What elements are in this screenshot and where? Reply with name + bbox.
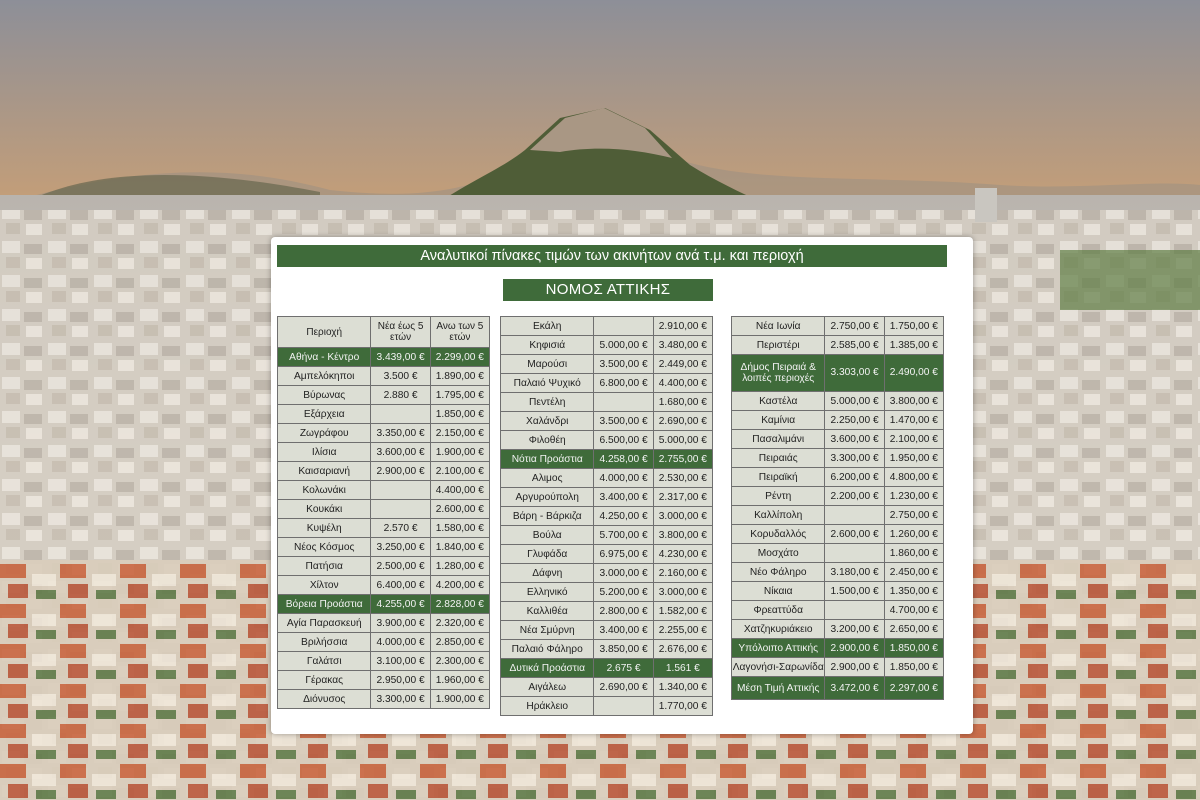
price-new-cell [371,481,430,500]
area-cell: Χαλάνδρι [501,412,594,431]
price-old-cell: 1.950,00 € [884,449,943,468]
price-table-3 [731,316,944,700]
table-row [732,620,944,639]
area-cell: Εξάρχεια [278,405,371,424]
area-cell: Μέση Τιμή Αττικής [732,677,825,700]
table-row [278,424,490,443]
header-new: Νέα έως 5 ετών [371,317,430,348]
table-row [278,500,490,519]
area-cell: Αμπελόκηποι [278,367,371,386]
price-old-cell: 2.320,00 € [430,614,489,633]
area-cell: Κορυδαλλός [732,525,825,544]
price-old-cell: 2.828,00 € [430,595,489,614]
area-cell: Δάφνη [501,564,594,583]
area-cell: Αγία Παρασκευή [278,614,371,633]
table-row [501,355,713,374]
price-new-cell: 3.472,00 € [825,677,884,700]
price-old-cell: 3.000,00 € [653,507,712,526]
area-cell: Καλλίπολη [732,506,825,525]
price-old-cell: 1.260,00 € [884,525,943,544]
price-new-cell: 3.350,00 € [371,424,430,443]
price-old-cell: 4.800,00 € [884,468,943,487]
price-new-cell [594,393,653,412]
price-old-cell: 1.750,00 € [884,317,943,336]
area-cell: Βριλήσσια [278,633,371,652]
price-new-cell: 3.400,00 € [594,621,653,640]
area-cell: Νέα Ιωνία [732,317,825,336]
price-old-cell: 4.400,00 € [653,374,712,393]
price-new-cell: 3.850,00 € [594,640,653,659]
price-new-cell [825,544,884,563]
price-old-cell: 2.255,00 € [653,621,712,640]
area-cell: Χίλτον [278,576,371,595]
price-new-cell: 2.900,00 € [825,639,884,658]
price-old-cell: 2.449,00 € [653,355,712,374]
price-new-cell: 2.585,00 € [825,336,884,355]
area-cell: Βόρεια Προάστια [278,595,371,614]
area-cell: Ελληνικό [501,583,594,602]
area-cell: Αργυρούπολη [501,488,594,507]
area-cell: Καστέλα [732,392,825,411]
price-old-cell: 1.340,00 € [653,678,712,697]
table-row [501,621,713,640]
area-cell: Δυτικά Προάστια [501,659,594,678]
price-old-cell: 1.280,00 € [430,557,489,576]
table-row [501,469,713,488]
table-row [501,545,713,564]
area-cell: Παλαιό Ψυχικό [501,374,594,393]
header-area: Περιοχή [278,317,371,348]
price-old-cell: 3.800,00 € [653,526,712,545]
price-new-cell: 3.000,00 € [594,564,653,583]
price-new-cell: 5.000,00 € [594,336,653,355]
area-cell: Πασαλιμάνι [732,430,825,449]
price-new-cell: 3.200,00 € [825,620,884,639]
table-row [501,564,713,583]
table-row [278,405,490,424]
price-new-cell [594,697,653,716]
area-cell: Πατήσια [278,557,371,576]
table-row-region-total [278,595,490,614]
table-row [732,449,944,468]
price-new-cell: 6.200,00 € [825,468,884,487]
area-cell: Περιστέρι [732,336,825,355]
area-cell: Αθήνα - Κέντρο [278,348,371,367]
table-row [732,487,944,506]
price-old-cell: 2.676,00 € [653,640,712,659]
price-old-cell: 2.300,00 € [430,652,489,671]
price-new-cell: 3.303,00 € [825,355,884,392]
price-old-cell: 1.900,00 € [430,690,489,709]
price-new-cell: 2.800,00 € [594,602,653,621]
price-old-cell: 2.297,00 € [884,677,943,700]
table-row [501,412,713,431]
price-new-cell: 5.700,00 € [594,526,653,545]
price-new-cell: 2.690,00 € [594,678,653,697]
table-row [278,614,490,633]
price-new-cell: 3.180,00 € [825,563,884,582]
price-new-cell: 4.250,00 € [594,507,653,526]
price-new-cell: 5.000,00 € [825,392,884,411]
price-old-cell: 4.700,00 € [884,601,943,620]
price-old-cell: 1.850,00 € [430,405,489,424]
price-new-cell: 2.900,00 € [825,658,884,677]
price-old-cell: 1.900,00 € [430,443,489,462]
price-new-cell: 2.900,00 € [371,462,430,481]
price-old-cell: 2.317,00 € [653,488,712,507]
price-new-cell: 2.570 € [371,519,430,538]
price-old-cell: 1.960,00 € [430,671,489,690]
area-cell: Δήμος Πειραιά & λοιπές περιοχές [732,355,825,392]
price-old-cell: 2.750,00 € [884,506,943,525]
area-cell: Ζωγράφου [278,424,371,443]
area-cell: Υπόλοιπο Αττικής [732,639,825,658]
area-cell: Νίκαια [732,582,825,601]
price-old-cell: 1.350,00 € [884,582,943,601]
area-cell: Αιγάλεω [501,678,594,697]
price-new-cell: 2.675 € [594,659,653,678]
area-cell: Πειραιάς [732,449,825,468]
price-old-cell: 1.680,00 € [653,393,712,412]
price-table-2 [500,316,713,716]
table-row [501,507,713,526]
price-old-cell: 4.200,00 € [430,576,489,595]
table-row-region-total [278,348,490,367]
area-cell: Διόνυσος [278,690,371,709]
area-cell: Γέρακας [278,671,371,690]
table-row [501,583,713,602]
area-cell: Αλιμος [501,469,594,488]
table-row [278,443,490,462]
price-old-cell: 3.800,00 € [884,392,943,411]
price-new-cell [371,500,430,519]
price-new-cell: 6.975,00 € [594,545,653,564]
table-row [501,526,713,545]
price-old-cell: 1.770,00 € [653,697,712,716]
price-old-cell: 2.850,00 € [430,633,489,652]
table-row [501,602,713,621]
price-new-cell: 6.800,00 € [594,374,653,393]
area-cell: Καλλιθέα [501,602,594,621]
price-old-cell: 1.580,00 € [430,519,489,538]
area-cell: Χατζηκυριάκειο [732,620,825,639]
table-row-region-total [501,659,713,678]
price-new-cell: 3.300,00 € [825,449,884,468]
table-row [501,640,713,659]
table-row [732,392,944,411]
price-new-cell: 3.500 € [371,367,430,386]
price-new-cell: 3.500,00 € [594,412,653,431]
table-row [278,462,490,481]
price-new-cell: 5.200,00 € [594,583,653,602]
area-cell: Πειραϊκή [732,468,825,487]
table-row [732,411,944,430]
area-cell: Λαγονήσι-Σαρωνίδα [732,658,825,677]
price-new-cell: 3.900,00 € [371,614,430,633]
table-row [501,697,713,716]
price-new-cell: 6.500,00 € [594,431,653,450]
table-row [278,652,490,671]
price-old-cell: 2.690,00 € [653,412,712,431]
price-old-cell: 4.400,00 € [430,481,489,500]
table-row [732,430,944,449]
table-row-region-total [732,639,944,658]
region-subtitle: ΝΟΜΟΣ ΑΤΤΙΚΗΣ [503,279,713,301]
table-row [732,601,944,620]
page-title: Αναλυτικοί πίνακες τιμών των ακινήτων ανά τ.μ. και περιοχή [277,245,947,267]
price-old-cell: 1.850,00 € [884,658,943,677]
area-cell: Κηφισιά [501,336,594,355]
area-cell: Κουκάκι [278,500,371,519]
table-row [501,374,713,393]
area-cell: Μαρούσι [501,355,594,374]
price-old-cell: 2.299,00 € [430,348,489,367]
price-old-cell: 2.100,00 € [884,430,943,449]
price-new-cell: 2.250,00 € [825,411,884,430]
price-new-cell [825,601,884,620]
price-old-cell: 2.755,00 € [653,450,712,469]
area-cell: Εκάλη [501,317,594,336]
price-old-cell: 2.600,00 € [430,500,489,519]
price-new-cell: 3.600,00 € [371,443,430,462]
table-row [278,557,490,576]
table-row [501,488,713,507]
price-new-cell: 3.400,00 € [594,488,653,507]
table-row [278,671,490,690]
price-old-cell: 2.160,00 € [653,564,712,583]
area-cell: Βάρη - Βάρκιζα [501,507,594,526]
price-tables-card [271,237,973,734]
area-cell: Πεντέλη [501,393,594,412]
price-old-cell: 4.230,00 € [653,545,712,564]
area-cell: Βούλα [501,526,594,545]
price-new-cell: 4.000,00 € [594,469,653,488]
price-old-cell: 2.100,00 € [430,462,489,481]
table-row [732,525,944,544]
price-old-cell: 1.795,00 € [430,386,489,405]
price-new-cell: 2.500,00 € [371,557,430,576]
table-row [732,468,944,487]
area-cell: Φρεαττύδα [732,601,825,620]
price-new-cell: 6.400,00 € [371,576,430,595]
table-row [278,367,490,386]
table-row [501,317,713,336]
price-table-1 [277,316,490,709]
header-old: Ανω των 5 ετών [430,317,489,348]
price-new-cell: 2.200,00 € [825,487,884,506]
area-cell: Νέα Σμύρνη [501,621,594,640]
price-old-cell: 3.480,00 € [653,336,712,355]
table-row [732,317,944,336]
price-old-cell: 2.490,00 € [884,355,943,392]
price-new-cell [594,317,653,336]
price-new-cell: 3.439,00 € [371,348,430,367]
price-old-cell: 2.450,00 € [884,563,943,582]
area-cell: Καμίνια [732,411,825,430]
price-old-cell: 1.470,00 € [884,411,943,430]
price-old-cell: 2.650,00 € [884,620,943,639]
price-old-cell: 1.561 € [653,659,712,678]
area-cell: Γαλάτσι [278,652,371,671]
price-new-cell: 2.600,00 € [825,525,884,544]
table-row [278,519,490,538]
price-old-cell: 1.840,00 € [430,538,489,557]
area-cell: Παλαιό Φάληρο [501,640,594,659]
price-new-cell: 3.500,00 € [594,355,653,374]
table-row [278,633,490,652]
table-row [732,582,944,601]
area-cell: Φιλοθέη [501,431,594,450]
table-row-region-total [501,450,713,469]
price-new-cell: 3.100,00 € [371,652,430,671]
price-new-cell: 4.258,00 € [594,450,653,469]
area-cell: Ιλίσια [278,443,371,462]
price-new-cell: 3.250,00 € [371,538,430,557]
price-old-cell: 1.860,00 € [884,544,943,563]
table-row-region-total [732,355,944,392]
table-row [501,336,713,355]
price-old-cell: 1.890,00 € [430,367,489,386]
table-row [278,538,490,557]
price-new-cell: 2.750,00 € [825,317,884,336]
table-row [732,658,944,677]
area-cell: Κυψέλη [278,519,371,538]
price-new-cell: 4.000,00 € [371,633,430,652]
table-row [732,336,944,355]
price-old-cell: 2.530,00 € [653,469,712,488]
price-new-cell: 3.300,00 € [371,690,430,709]
price-new-cell: 1.500,00 € [825,582,884,601]
price-new-cell [825,506,884,525]
price-old-cell: 2.910,00 € [653,317,712,336]
table-row [278,690,490,709]
price-old-cell: 3.000,00 € [653,583,712,602]
table-row [732,506,944,525]
price-old-cell: 1.385,00 € [884,336,943,355]
price-new-cell: 3.600,00 € [825,430,884,449]
area-cell: Ρέντη [732,487,825,506]
area-cell: Βύρωνας [278,386,371,405]
area-cell: Γλυφάδα [501,545,594,564]
area-cell: Καισαριανή [278,462,371,481]
table-header-row [278,317,490,348]
price-new-cell: 4.255,00 € [371,595,430,614]
area-cell: Κολωνάκι [278,481,371,500]
table-row [501,431,713,450]
table-row-region-total [732,677,944,700]
area-cell: Νέος Κόσμος [278,538,371,557]
table-row [501,678,713,697]
area-cell: Νέο Φάληρο [732,563,825,582]
table-row [732,544,944,563]
price-new-cell: 2.880 € [371,386,430,405]
price-old-cell: 1.582,00 € [653,602,712,621]
table-row [732,563,944,582]
area-cell: Ηράκλειο [501,697,594,716]
table-row [278,576,490,595]
price-old-cell: 1.230,00 € [884,487,943,506]
price-old-cell: 1.850,00 € [884,639,943,658]
price-new-cell [371,405,430,424]
table-row [501,393,713,412]
price-old-cell: 5.000,00 € [653,431,712,450]
price-old-cell: 2.150,00 € [430,424,489,443]
area-cell: Νότια Προάστια [501,450,594,469]
area-cell: Μοσχάτο [732,544,825,563]
price-new-cell: 2.950,00 € [371,671,430,690]
table-row [278,386,490,405]
table-row [278,481,490,500]
